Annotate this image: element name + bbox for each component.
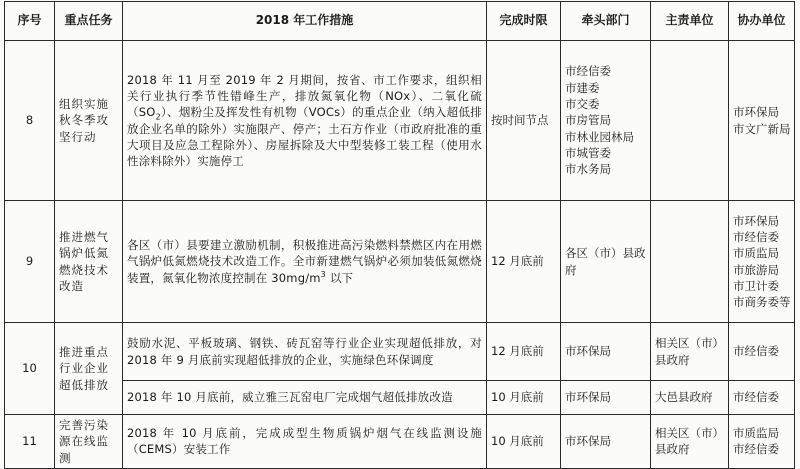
task-cell: 推进重点行业企业超低排放 (55, 323, 123, 415)
cubic-superscript: 3 (320, 269, 326, 279)
task-cell: 推进燃气锅炉低氮燃烧技术改造 (55, 201, 123, 323)
resp-unit-cell (651, 41, 729, 201)
lead-dept-cell: 市环保局 (561, 381, 651, 415)
table-row-9 (5, 201, 795, 323)
table-row-11 (5, 415, 795, 469)
measures-cell (123, 201, 487, 323)
list-item: 市旅游局 (733, 262, 779, 277)
task-cell: 组织实施秋冬季攻坚行动 (55, 41, 123, 201)
measures-text-cont: ）、烟粉尘及挥发性有机物（VOCs）的重点企业（纳入超低排放企业名单的除外）实施限产、停产；土石方作业（市政府批准的重大项目及应急工程除外）、房屋拆除及大中型装修工装工程（使用水性涂料除外）实施停工 (127, 105, 482, 169)
header-measures: 2018 年工作措施 (123, 2, 487, 41)
lead-dept-cell: 市环保局 (561, 415, 651, 469)
seq-cell: 10 (5, 323, 55, 415)
resp-unit-cell: 相关区（市）县政府 (651, 323, 729, 381)
measures-text-cont: 以下 (325, 270, 354, 285)
deadline-cell: 12 月底前 (487, 201, 561, 323)
list-item: 市质监局 (733, 246, 779, 261)
measures-cell: 2018 年 10 月底前，威立雅三瓦窑电厂完成烟气超低排放改造 (123, 381, 487, 415)
header-deadline: 完成时限 (487, 2, 561, 41)
deadline-cell: 10 月底前 (487, 381, 561, 415)
header-seq: 序号 (5, 2, 55, 41)
header-assist-unit: 协办单位 (729, 2, 795, 41)
measures-cell (123, 41, 487, 201)
list-item: 市经信委 (565, 64, 611, 79)
measures-text: 2018 年 11 月至 2019 年 2 月期间，按省、市工作要求，组织相关行业执行季节性错峰生产，排放氮氧化物（NOx）、二氧化硫（SO (127, 72, 482, 120)
list-item: 市文广新局 (733, 121, 791, 136)
lead-dept-cell: 各区（市）县政府 (561, 201, 651, 323)
deadline-cell: 10 月底前 (487, 415, 561, 469)
list-item: 市质监局 (733, 426, 779, 441)
lead-dept-cell (561, 41, 651, 201)
measures-cell: 2018 年 10 月底前，完成成型生物质锅炉烟气在线监测设施（CEMS）安装工作 (123, 415, 487, 469)
assist-unit-cell: 市经信委 (729, 323, 795, 381)
assist-unit-cell: 市经信委 (729, 381, 795, 415)
list-item: 市经信委 (733, 229, 779, 244)
measures-cell: 鼓励水泥、平板玻璃、钢铁、砖瓦窑等行业企业实现超低排放，对 2018 年 9 月底前实现超低排放的企业，实施绿色环保调度 (123, 323, 487, 381)
list-item: 市交委 (565, 97, 600, 111)
assist-unit-cell (729, 415, 795, 469)
lead-dept-cell: 市环保局 (561, 323, 651, 381)
seq-cell: 11 (5, 415, 55, 469)
resp-unit-cell (651, 201, 729, 323)
list-item: 市商务委等 (733, 295, 791, 310)
list-item: 市环保局 (733, 213, 779, 228)
list-item: 市水务局 (565, 162, 611, 177)
list-item: 市城管委 (565, 145, 611, 160)
header-resp-unit: 主责单位 (651, 2, 729, 41)
header-task: 重点任务 (55, 2, 123, 41)
list-item: 市林业园林局 (565, 129, 634, 144)
seq-cell: 8 (5, 41, 55, 201)
table-row-10-sub (5, 381, 795, 415)
assist-unit-cell (729, 41, 795, 201)
list-item: 市建委 (565, 80, 600, 95)
table-row-10 (5, 323, 795, 381)
table-row-8 (5, 41, 795, 201)
list-item: 市环保局 (733, 105, 779, 120)
assist-unit-cell (729, 201, 795, 323)
measures-text: 各区（市）县要建立激励机制，积极推进高污染燃料禁燃区内在用燃气锅炉低氮燃烧技术改造工作。全市新建燃气锅炉必须加装低氮燃烧装置，氮氧化物浓度控制在 30mg/m (127, 238, 482, 285)
list-item: 市经信委 (733, 442, 779, 457)
deadline-cell: 按时间节点 (487, 41, 561, 201)
resp-unit-cell: 大邑县政府 (651, 381, 729, 415)
header-row (5, 2, 795, 41)
list-item: 市房管局 (565, 113, 611, 128)
list-item: 市卫计委 (733, 278, 779, 293)
seq-cell: 9 (5, 201, 55, 323)
so2-subscript: 2 (155, 112, 161, 122)
header-lead-dept: 牵头部门 (561, 2, 651, 41)
deadline-cell: 12 月底前 (487, 323, 561, 381)
task-cell: 完善污染源在线监测 (55, 415, 123, 469)
resp-unit-cell: 相关区（市）县政府 (651, 415, 729, 469)
work-measures-table (4, 1, 795, 469)
